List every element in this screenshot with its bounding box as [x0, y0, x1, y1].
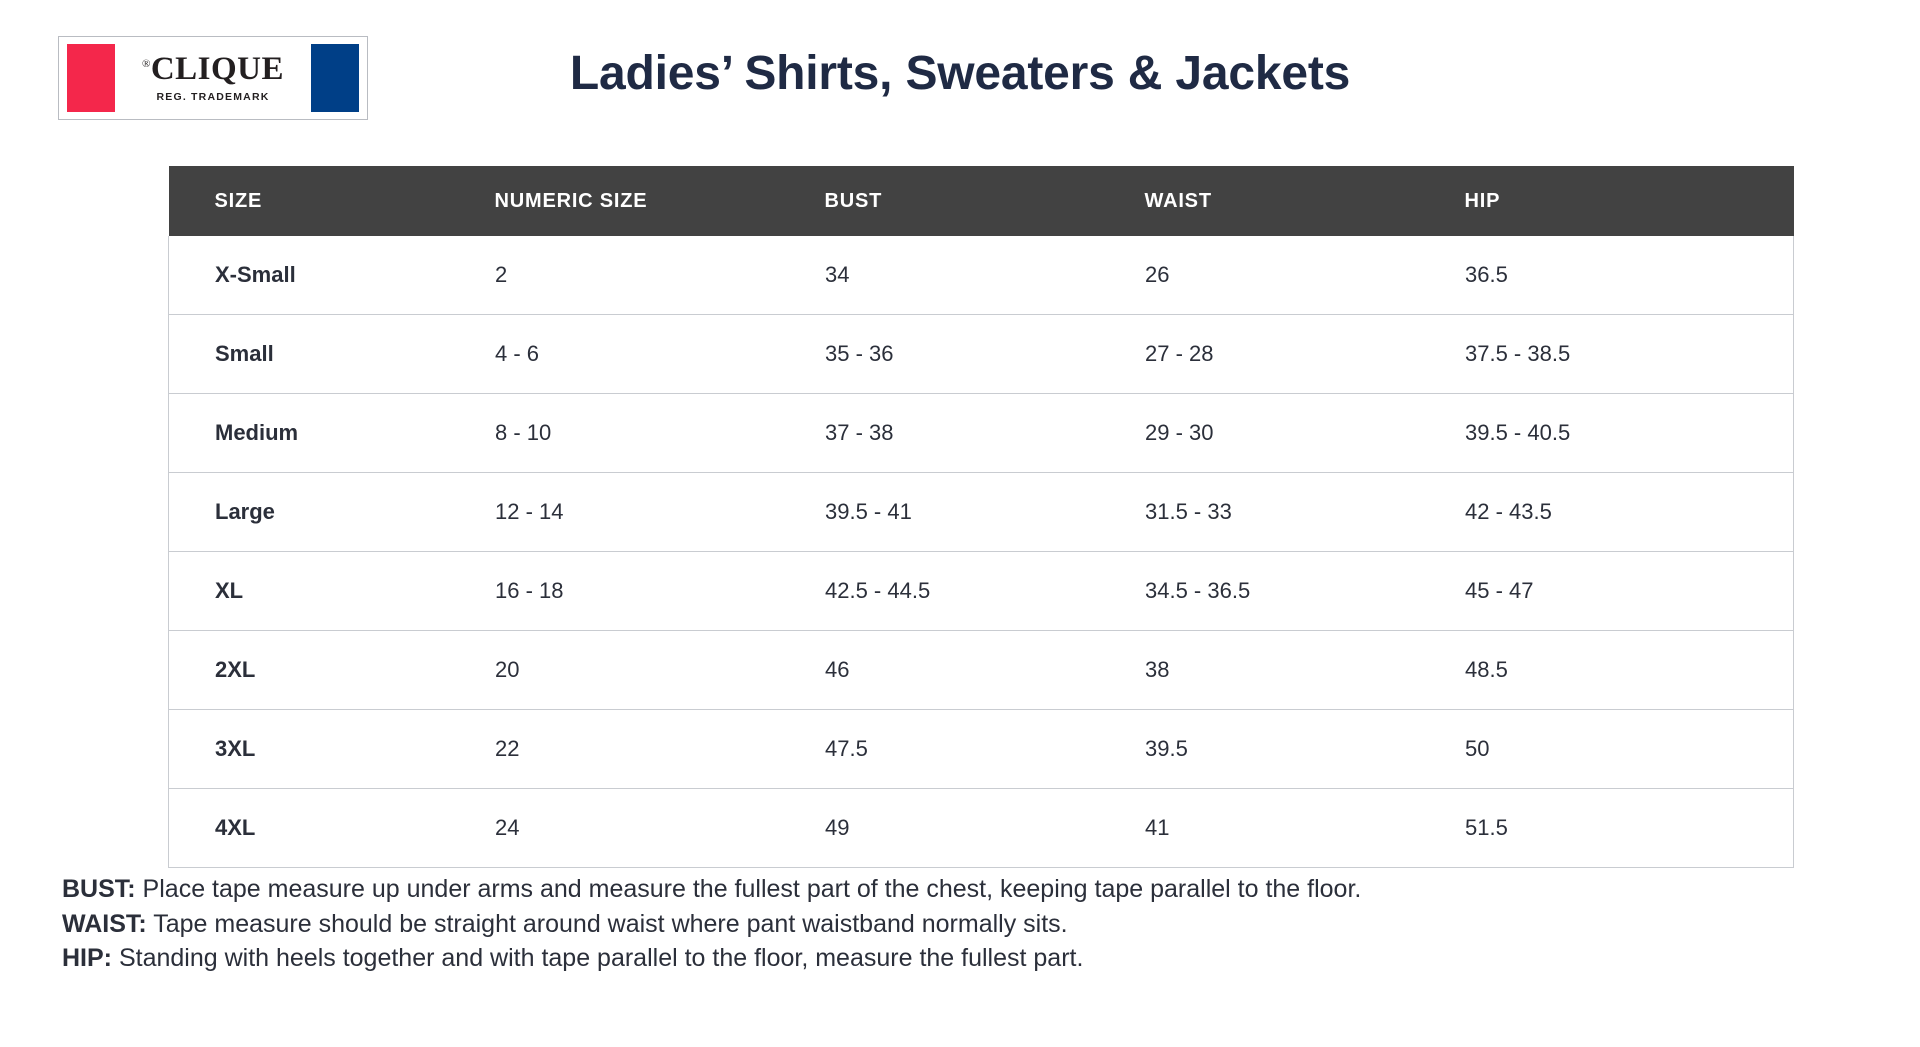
size-table-container [168, 166, 1793, 868]
note-bust [62, 872, 1882, 907]
cell-hip: 36.5 [1419, 236, 1794, 315]
note-waist-text: Tape measure should be straight around waist where pant waistband normally sits. [146, 909, 1068, 938]
measurement-notes [62, 872, 1882, 976]
cell-size: 4XL [169, 789, 449, 868]
cell-bust: 35 - 36 [779, 315, 1099, 394]
column-header-bust: BUST [779, 166, 1099, 236]
size-table [168, 166, 1794, 868]
logo-brand-name: CLIQUE [150, 51, 285, 87]
table-row [169, 789, 1794, 868]
cell-hip: 37.5 - 38.5 [1419, 315, 1794, 394]
cell-numeric: 12 - 14 [449, 473, 779, 552]
note-hip [62, 941, 1882, 976]
cell-hip: 42 - 43.5 [1419, 473, 1794, 552]
note-hip-label: HIP: [62, 944, 112, 972]
cell-waist: 38 [1099, 631, 1419, 710]
cell-waist: 39.5 [1099, 710, 1419, 789]
cell-hip: 50 [1419, 710, 1794, 789]
column-header-hip: HIP [1419, 166, 1794, 236]
cell-waist: 27 - 28 [1099, 315, 1419, 394]
cell-numeric: 16 - 18 [449, 552, 779, 631]
cell-bust: 42.5 - 44.5 [779, 552, 1099, 631]
cell-waist: 26 [1099, 236, 1419, 315]
table-row [169, 631, 1794, 710]
cell-size: X-Small [169, 236, 449, 315]
column-header-numeric-size: NUMERIC SIZE [449, 166, 779, 236]
cell-bust: 39.5 - 41 [779, 473, 1099, 552]
note-waist [62, 907, 1882, 942]
cell-size: 2XL [169, 631, 449, 710]
table-body [169, 236, 1794, 868]
cell-waist: 41 [1099, 789, 1419, 868]
page-header [0, 0, 1920, 150]
cell-hip: 48.5 [1419, 631, 1794, 710]
note-hip-text: Standing with heels together and with tape parallel to the floor, measure the fullest part. [112, 944, 1084, 972]
cell-size: Large [169, 473, 449, 552]
table-row [169, 473, 1794, 552]
cell-numeric: 22 [449, 710, 779, 789]
table-row [169, 552, 1794, 631]
table-head [169, 166, 1794, 236]
cell-hip: 39.5 - 40.5 [1419, 394, 1794, 473]
cell-waist: 34.5 - 36.5 [1099, 552, 1419, 631]
cell-hip: 45 - 47 [1419, 552, 1794, 631]
note-bust-label: BUST: [62, 875, 136, 903]
cell-numeric: 20 [449, 631, 779, 710]
column-header-size: SIZE [169, 166, 449, 236]
note-waist-label: WAIST: [62, 909, 147, 938]
cell-size: Medium [169, 394, 449, 473]
table-header-row [169, 166, 1794, 236]
cell-numeric: 24 [449, 789, 779, 868]
cell-bust: 37 - 38 [779, 394, 1099, 473]
column-header-waist: WAIST [1099, 166, 1419, 236]
table-row [169, 394, 1794, 473]
cell-waist: 29 - 30 [1099, 394, 1419, 473]
cell-bust: 49 [779, 789, 1099, 868]
cell-waist: 31.5 - 33 [1099, 473, 1419, 552]
table-row [169, 710, 1794, 789]
cell-bust: 34 [779, 236, 1099, 315]
cell-numeric: 8 - 10 [449, 394, 779, 473]
cell-size: XL [169, 552, 449, 631]
note-bust-text: Place tape measure up under arms and measure the fullest part of the chest, keeping tape parallel to the floor. [135, 875, 1362, 903]
cell-bust: 46 [779, 631, 1099, 710]
cell-numeric: 4 - 6 [449, 315, 779, 394]
registered-mark-icon: ® [141, 58, 151, 70]
table-row [169, 236, 1794, 315]
cell-size: 3XL [169, 710, 449, 789]
cell-bust: 47.5 [779, 710, 1099, 789]
logo-subtitle: REG. TRADEMARK [156, 91, 270, 103]
page-title: Ladies’ Shirts, Sweaters & Jackets [569, 47, 1351, 100]
cell-size: Small [169, 315, 449, 394]
table-row [169, 315, 1794, 394]
cell-hip: 51.5 [1419, 789, 1794, 868]
cell-numeric: 2 [449, 236, 779, 315]
